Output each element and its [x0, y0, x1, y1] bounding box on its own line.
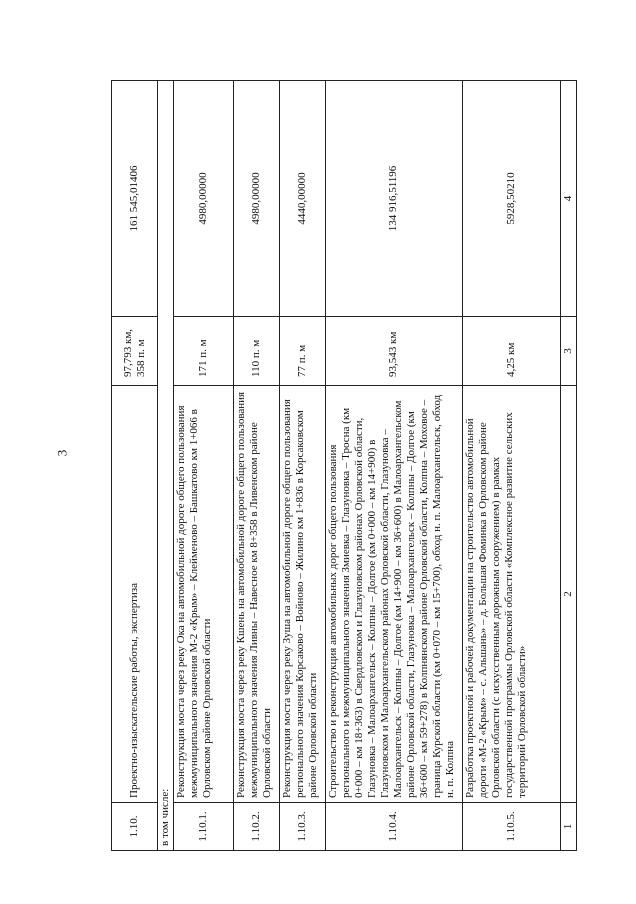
row-number: 1.10.3.	[279, 803, 325, 851]
row-length: 97,793 км, 358 п. м	[112, 317, 158, 386]
table-row	[112, 81, 158, 851]
column-number: 3	[560, 317, 576, 386]
row-description: Разработка проектной и рабочей документации на строительство автомобильной дороги «М-2 «Крым» – с. Альшань» – д. Большая Фоминка в Орловском районе Орловской области (с искусственным дорожным сооружением) в рамках государственной программы Орловской области «Комплексное развитие сельских территорий Орловской области»	[462, 386, 560, 803]
row-length: 171 п. м	[173, 317, 233, 386]
row-length: 93,543 км	[325, 317, 462, 386]
row-length: 110 п. м	[233, 317, 279, 386]
row-cost: 134 916,51196	[325, 81, 462, 317]
row-length: 4,25 км	[462, 317, 560, 386]
column-number: 1	[560, 803, 576, 851]
row-cost: 4980,00000	[173, 81, 233, 317]
row-number: 1.10.	[112, 803, 158, 851]
table-row	[325, 81, 462, 851]
row-description: Реконструкция моста через реку Ока на автомобильной дороге общего пользования межмуниципального значения М-2 «Крым» – Клейменово – Башкатово км 1+066 в Орловском районе Орловской области	[173, 386, 233, 803]
column-number: 2	[560, 386, 576, 803]
table-row	[462, 81, 560, 851]
row-length: 77 п. м	[279, 317, 325, 386]
table-row	[173, 81, 233, 851]
row-description: Реконструкция моста через реку Кшень на автомобильной дороге общего пользования межмуниципального значения Ливны – Навесное км 8+358 в Ливенском районе Орловской области	[233, 386, 279, 803]
page-number: 3	[54, 449, 70, 457]
column-number: 4	[560, 81, 576, 317]
row-number: 1.10.4.	[325, 803, 462, 851]
table-row	[279, 81, 325, 851]
subtotal-label: в том числе:	[158, 81, 174, 851]
row-description: Реконструкция моста через реку Зуша на автомобильной дороге общего пользования регионального значения Корсаково – Войново – Жилино км 1+836 в Корсаковском районе Орловской области	[279, 386, 325, 803]
rotated-table-area	[111, 81, 573, 851]
row-number: 1.10.2.	[233, 803, 279, 851]
row-cost: 161 545,01406	[112, 81, 158, 317]
row-cost: 4980,00000	[233, 81, 279, 317]
row-number: 1.10.1.	[173, 803, 233, 851]
row-description: Проектно-изыскательские работы, экспертиза	[112, 386, 158, 803]
row-cost: 4440,00000	[279, 81, 325, 317]
row-cost: 5928,50210	[462, 81, 560, 317]
column-numbers-row	[560, 81, 576, 851]
row-number: 1.10.5.	[462, 803, 560, 851]
table-row	[233, 81, 279, 851]
table-container	[111, 81, 573, 851]
row-description: Строительство и реконструкция автомобильных дорог общего пользования регионального и межмуниципального значения Змиевка – Глазуновка – Тросна (км 0+000 – км 18+363) в Свердловском и Глазуновском районах Орловской области, Глазуновка – Малоархангельск – Колпны – Долгое (км 0+000 – км 14+900) в Глазуновском и Малоархангельском районах Орловской области, Глазуновка – Малоархангельск – Колпны – Долгое (км 14+900 – км 36+600) в Малоархангельском районе Орловской области, Глазуновка – Малоархангельск – Колпны – Долгое (км 36+600 – км 59+278) в Колпнянском районе Орловской области, Колпна – Моховое – граница Курской области (км 0+070 – км 15+700), обход н. п. Малоархангельск, обход н. п. Колпна	[325, 386, 462, 803]
table-row	[158, 81, 174, 851]
budget-table	[111, 80, 577, 851]
